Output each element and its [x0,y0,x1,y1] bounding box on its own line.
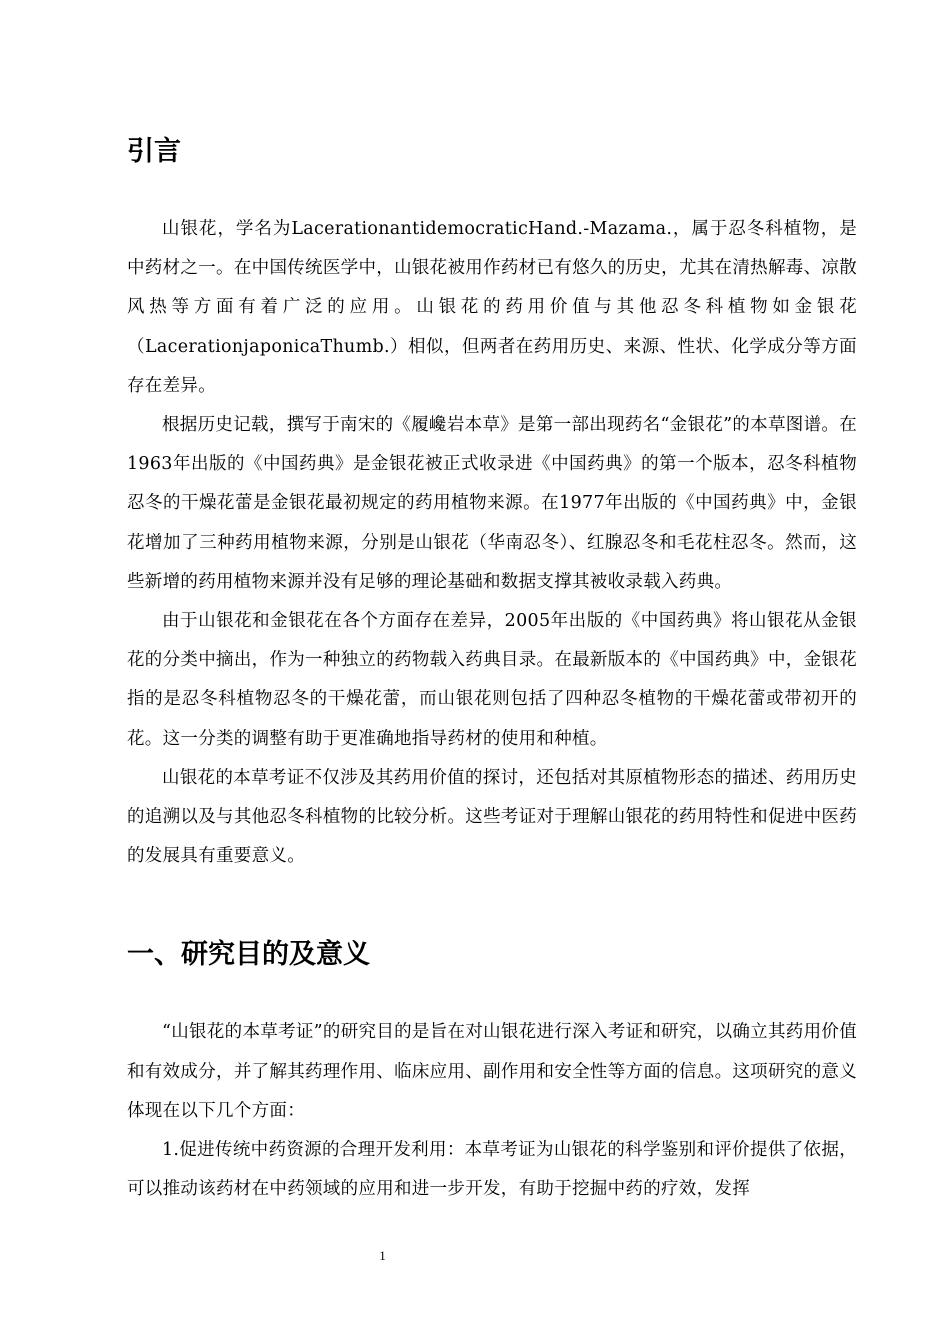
page-number: 1 [379,1248,386,1263]
section-heading-purpose: 一、研究目的及意义 [127,939,370,971]
paragraph: 根据历史记载，撰写于南宋的《履巉岩本草》是第一部出现药名“金银花”的本草图谱。在1963年出版的《中国药典》是金银花被正式收录进《中国药典》的第一个版本，忍冬科植物忍冬的干燥花蕾是金银花最初规定的药用植物来源。在1977年出版的《中国药典》中，金银花增加了三种药用植物来源，分别是山银花（华南忍冬）、红腺忍冬和毛花柱忍冬。然而，这些新增的药用植物来源并没有足够的理论基础和数据支撑其被收录载入药典。 [127,415,857,592]
section-heading-introduction: 引言 [127,136,181,167]
paragraph: 1.促进传统中药资源的合理开发利用：本草考证为山银花的科学鉴别和评价提供了依据，可以推动该药材在中药领域的应用和进一步开发，有助于挖掘中药的疗效，发挥 [127,1140,857,1200]
paragraph: 由于山银花和金银花在各个方面存在差异，2005年出版的《中国药典》将山银花从金银花的分类中摘出，作为一种独立的药物载入药典目录。在最新版本的《中国药典》中，金银花指的是忍冬科植物忍冬的干燥花蕾，而山银花则包括了四种忍冬植物的干燥花蕾或带初开的花。这一分类的调整有助于更准确地指导药材的使用和种植。 [127,611,857,749]
paragraph: 山银花，学名为LacerationantidemocraticHand.-Mazama.，属于忍冬科植物，是中药材之一。在中国传统医学中，山银花被用作药材已有悠久的历史，尤其在清热解毒、凉散风热等方面有着广泛的应用。山银花的药用价值与其他忍冬科植物如金银花（LacerationjaponicaThumb.）相似，但两者在药用历史、来源、性状、化学成分等方面存在差异。 [127,219,857,396]
page-content [127,128,857,1209]
paragraph: “山银花的本草考证”的研究目的是旨在对山银花进行深入考证和研究，以确立其药用价值和有效成分，并了解其药理作用、临床应用、副作用和安全性等方面的信息。这项研究的意义体现在以下几个方面： [127,1022,857,1121]
paragraph: 山银花的本草考证不仅涉及其药用价值的探讨，还包括对其原植物形态的描述、药用历史的追溯以及与其他忍冬科植物的比较分析。这些考证对于理解山银花的药用特性和促进中医药的发展具有重要意义。 [127,767,857,867]
